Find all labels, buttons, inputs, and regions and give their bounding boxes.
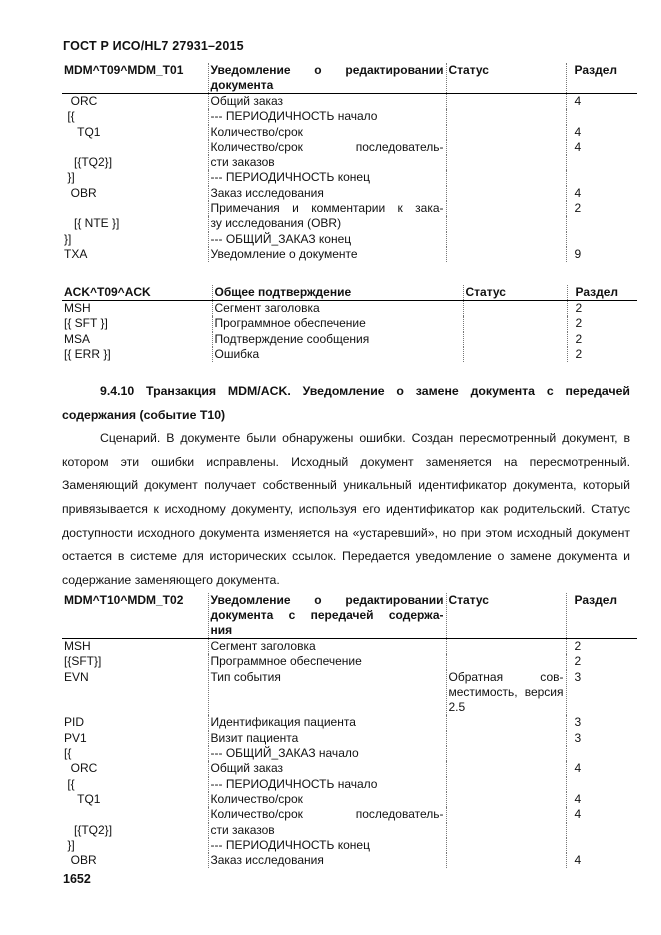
description-cell: --- ПЕРИОДИЧНОСТЬ начало [208, 109, 446, 124]
table-row [62, 746, 637, 761]
segment-cell [62, 140, 208, 155]
segment-cell: [{TQ2}] [62, 823, 208, 838]
section-cell [566, 823, 637, 838]
table-row [62, 823, 637, 838]
description-cell: Количество/срок последователь- [208, 807, 446, 822]
column-header-message: ACK^T09^ACK [62, 285, 212, 301]
table-row [62, 140, 637, 155]
table-row [62, 316, 637, 331]
status-cell [446, 746, 566, 761]
description-cell: Тип события [208, 670, 446, 716]
section-cell: 2 [574, 654, 582, 669]
status-cell [463, 316, 567, 331]
section-cell: 2 [574, 639, 582, 653]
section-cell: 4 [574, 185, 582, 200]
description-cell: Визит пациента [208, 731, 446, 746]
section-cell: 4 [574, 853, 582, 868]
status-cell [446, 838, 566, 853]
status-cell [446, 186, 566, 201]
description-cell: Общий заказ [208, 94, 446, 110]
document-header: ГОСТ Р ИСО/HL7 27931–2015 [63, 39, 244, 53]
segment-cell: EVN [62, 670, 208, 716]
status-cell: Обратная сов-местимость, версия 2.5 [446, 670, 566, 716]
table-row [62, 792, 637, 807]
description-cell: Подтверждение сообщения [212, 332, 463, 347]
status-cell [463, 301, 567, 317]
description-cell: Количество/срок последователь- [208, 140, 446, 155]
description-cell: Идентификация пациента [208, 715, 446, 730]
description-cell: Общий заказ [208, 761, 446, 776]
section-cell: 2 [575, 316, 583, 331]
table-row [62, 170, 637, 185]
status-cell [463, 347, 567, 362]
description-cell: --- ОБЩИЙ_ЗАКАЗ начало [208, 746, 446, 761]
segment-cell: [{ NTE }] [62, 216, 208, 231]
description-cell: Ошибка [212, 347, 463, 362]
segment-cell: ORC [62, 94, 208, 110]
segment-cell: TQ1 [62, 125, 208, 140]
column-header-section: Раздел [566, 593, 637, 639]
table-row [62, 301, 637, 317]
table-row [62, 247, 637, 262]
status-cell [446, 853, 566, 868]
segment-cell: [{TQ2}] [62, 155, 208, 170]
description-cell: --- ПЕРИОДИЧНОСТЬ начало [208, 777, 446, 792]
section-cell: 2 [574, 201, 582, 216]
description-cell: --- ОБЩИЙ_ЗАКАЗ конец [208, 232, 446, 247]
section-cell: 2 [575, 331, 583, 346]
status-cell [446, 155, 566, 170]
status-cell [446, 232, 566, 247]
column-header-description: Уведомление о редактировании документа [208, 63, 446, 94]
description-cell: Уведомление о документе [208, 247, 446, 262]
segment-cell: TXA [62, 247, 208, 262]
segment-cell: [{ [62, 746, 208, 761]
description-cell: --- ПЕРИОДИЧНОСТЬ конец [208, 170, 446, 185]
segment-cell: MSA [62, 332, 212, 347]
description-cell: Количество/срок [208, 125, 446, 140]
section-cell: 4 [574, 761, 582, 776]
section-9-4-10 [62, 380, 630, 592]
section-cell: 9 [574, 246, 582, 261]
description-cell: Сегмент заголовка [212, 301, 463, 317]
description-cell: Количество/срок [208, 792, 446, 807]
section-cell: 4 [574, 94, 582, 108]
section-cell: 2 [575, 346, 583, 361]
column-header-description: Уведомление о редактировании документа с передачей содержа- ния [208, 593, 446, 639]
status-cell [446, 731, 566, 746]
table-row [62, 109, 637, 124]
table-row [62, 731, 637, 746]
table-row [62, 838, 637, 853]
description-cell: Программное обеспечение [212, 316, 463, 331]
section-cell: 4 [574, 124, 582, 139]
table-row [62, 201, 637, 216]
table-row [62, 232, 637, 247]
status-cell [446, 109, 566, 124]
segment-cell: }] [62, 232, 208, 247]
section-body: Сценарий. В документе были обнаружены ошибки. Создан пересмотренный документ, в котором эти ошибки исправлены. Исходный документ заменяется на пересмотренный. Заменяющий документ получает собственный уникальный идентификатор документа, который привязывается к исходному документу, используя его идентификатор как родительский. Статус доступности исходного документа изменяется на «устаревший», но при этом исходный документ остается в системе для исторических ссылок. Передается уведомление о замене документа и содержание заменяющего документа. [62, 431, 630, 587]
column-header-message: MDM^T10^MDM_T02 [62, 593, 208, 639]
section-cell: 3 [574, 715, 582, 730]
segment-cell [62, 807, 208, 822]
section-cell [566, 216, 637, 231]
table-row [62, 807, 637, 822]
section-cell: 4 [574, 791, 582, 806]
table-row [62, 216, 637, 231]
section-title: 9.4.10 Транзакция MDM/ACK. Уведомление о замене документа с передачей содержания (событие T10) [62, 384, 630, 422]
column-header-status: Статус [446, 593, 566, 639]
segment-cell: MSH [62, 639, 208, 655]
column-header-section: Раздел [566, 63, 637, 94]
segment-cell: [{ ERR }] [62, 347, 212, 362]
segment-cell: }] [62, 170, 208, 185]
segment-cell: MSH [62, 301, 212, 317]
column-header-status: Статус [463, 285, 567, 301]
status-cell [446, 807, 566, 822]
segment-cell: OBR [62, 853, 208, 868]
column-header-message: MDM^T09^MDM_T01 [62, 63, 208, 94]
section-cell: 3 [574, 669, 582, 684]
description-cell: --- ПЕРИОДИЧНОСТЬ конец [208, 838, 446, 853]
message-table-ack-t09 [62, 285, 637, 362]
section-cell: 3 [574, 730, 582, 745]
status-cell [446, 823, 566, 838]
section-cell [566, 170, 637, 185]
table-row [62, 670, 637, 716]
status-cell [446, 201, 566, 216]
status-cell [446, 777, 566, 792]
status-cell [446, 639, 566, 655]
table-row [62, 155, 637, 170]
table-row [62, 639, 637, 655]
description-cell: Заказ исследования [208, 186, 446, 201]
status-cell [446, 140, 566, 155]
status-cell [446, 654, 566, 669]
column-header-description: Общее подтверждение [212, 285, 463, 301]
section-cell: 2 [575, 301, 583, 315]
description-cell: Программное обеспечение [208, 654, 446, 669]
segment-cell: [{SFT}] [62, 654, 208, 669]
table-row [62, 715, 637, 730]
table-row [62, 94, 637, 110]
description-cell: Сегмент заголовка [208, 639, 446, 655]
section-cell: 4 [574, 807, 582, 822]
segment-cell: [{ [62, 109, 208, 124]
message-table-mdm-t10 [62, 593, 637, 868]
description-cell: Примечания и комментарии к зака- [208, 201, 446, 216]
segment-cell: PV1 [62, 731, 208, 746]
status-cell [446, 247, 566, 262]
section-cell [566, 232, 637, 247]
segment-cell: ORC [62, 761, 208, 776]
description-cell: сти заказов [208, 823, 446, 838]
status-cell [446, 216, 566, 231]
table-row [62, 654, 637, 669]
column-header-section: Раздел [567, 285, 637, 301]
status-cell [446, 94, 566, 110]
section-cell [566, 777, 637, 792]
table-row [62, 777, 637, 792]
status-cell [446, 792, 566, 807]
table-row [62, 761, 637, 776]
table-row [62, 186, 637, 201]
status-cell [446, 125, 566, 140]
section-cell [566, 109, 637, 124]
segment-cell: [{ [62, 777, 208, 792]
status-cell [463, 332, 567, 347]
segment-cell: TQ1 [62, 792, 208, 807]
table-row [62, 125, 637, 140]
section-cell: 4 [574, 139, 582, 154]
segment-cell: }] [62, 838, 208, 853]
status-cell [446, 715, 566, 730]
segment-cell: OBR [62, 186, 208, 201]
column-header-status: Статус [446, 63, 566, 94]
segment-cell: [{ SFT }] [62, 316, 212, 331]
description-cell: Заказ исследования [208, 853, 446, 868]
section-cell [566, 155, 637, 170]
status-cell [446, 170, 566, 185]
segment-cell [62, 201, 208, 216]
message-table-mdm-t09 [62, 63, 637, 262]
segment-cell: PID [62, 715, 208, 730]
table-row [62, 332, 637, 347]
table-row [62, 853, 637, 868]
page-number: 1652 [63, 872, 91, 886]
description-cell: сти заказов [208, 155, 446, 170]
table-row [62, 347, 637, 362]
section-cell [566, 838, 637, 853]
description-cell: зу исследования (OBR) [208, 216, 446, 231]
status-cell [446, 761, 566, 776]
section-cell [566, 746, 637, 761]
